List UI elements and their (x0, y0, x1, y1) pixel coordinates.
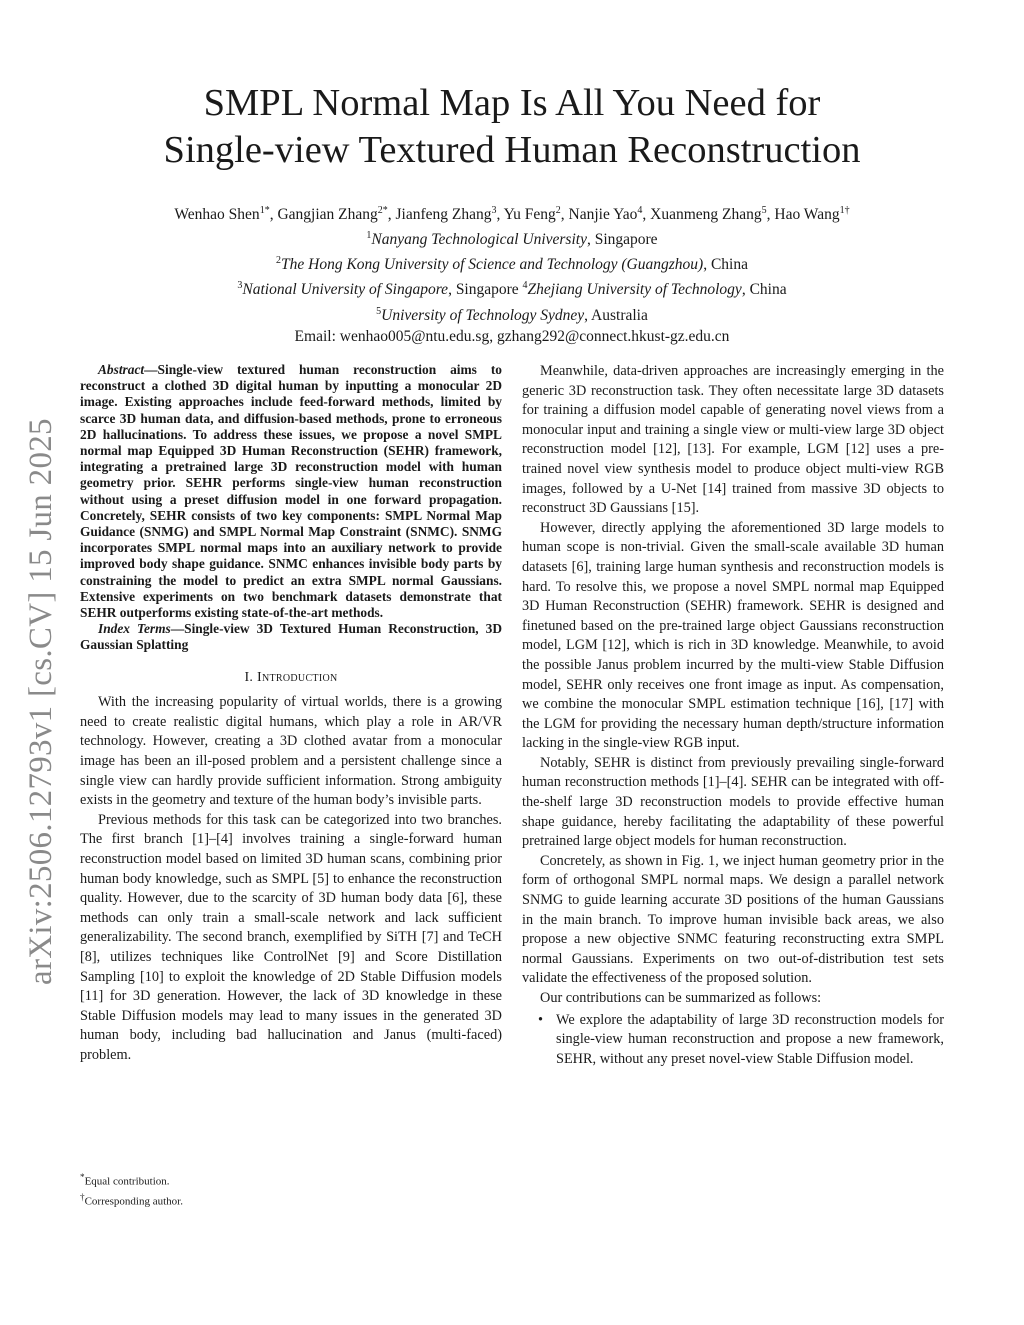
title-line-1: SMPL Normal Map Is All You Need for (203, 82, 821, 124)
author: Gangjian Zhang (277, 206, 378, 224)
contribution-list (522, 1011, 944, 1070)
section-heading-introduction (80, 668, 502, 688)
bullet-icon: • (538, 1011, 544, 1028)
index-terms (80, 621, 502, 653)
affiliation-location: , Singapore (586, 231, 658, 249)
affiliation-institution: Zhejiang University of Technology (527, 281, 742, 299)
author-mark: 2 (555, 205, 561, 216)
paper-title (80, 80, 944, 174)
abstract-text: —Single-view textured human reconstruction aims to reconstruct a clothed 3D digital human by inputting a monocular 2D image. Existing approaches include feed-forward methods, limited by scarce 3D human data, and diffusion-based methods, prone to erroneous 2D hallucinations. To address these issues, we propose a novel SMPL normal map Equipped 3D Human Reconstruction (SEHR) framework, integrating a pretrained large 3D reconstruction model with human geometry prior. SEHR performs single-view human reconstruction without using a preset diffusion model in one forward propagation. Concretely, SEHR consists of two key components: SMPL Normal Map Guidance (SNMG) and SMPL Normal Map Constraint (SNMC). SNMG incorporates SMPL normal maps into an auxiliary network to provide improved body shape guidance. SNMC enhances invisible body parts by constraining the model to predict an extra SMPL normal Gaussians. Extensive experiments on two benchmark datasets demonstrate that SEHR outperforms existing state-of-the-art methods. (80, 362, 502, 621)
paragraph: With the increasing popularity of virtual worlds, there is a growing need to create realistic digital humans, which play a role in AR/VR technology. However, creating a 3D clothed avatar from a monocular image has been an ill-posed problem and a persistent challenge since a single view can hardly provide sufficient information. Strong ambiguity exists in the geometry and texture of the human body’s invisible parts. (80, 694, 502, 809)
arxiv-identifier-stamp[interactable]: arXiv:2506.12793v1 [cs.CV] 15 Jun 2025 (23, 418, 59, 985)
footnote-text: Equal contribution. (84, 1175, 170, 1188)
paragraph: Concretely, as shown in Fig. 1, we inject human geometry prior in the form of orthogonal SMPL normal maps. We design a parallel network SNMG to guide learning accurate 3D positions of the human Gaussians in the main branch. To improve human invisible back areas, we also propose a new objective SNMC featuring reconstructing extra SMPL normal Gaussians. Experiments on two out-of-distribution test sets validate the effectiveness of the proposed solution. (522, 852, 944, 987)
author: Jianfeng Zhang (395, 206, 492, 224)
author: Hao Wang (774, 206, 840, 224)
affiliation-location: , China (703, 256, 748, 274)
author-mark: 5 (761, 205, 767, 216)
index-terms-label: Index Terms (98, 621, 171, 637)
author-mark: 2* (377, 205, 388, 216)
title-line-2: Single-view Textured Human Reconstruction (163, 129, 861, 171)
author: Wenhao Shen (174, 206, 260, 224)
paragraph: Our contributions can be summarized as follows: (540, 990, 822, 1006)
paragraph: Meanwhile, data-driven approaches are increasingly emerging in the generic 3D reconstruction task. They often necessitate large 3D datasets for training a diffusion model capable of generating novel views from a monocular input and training a single view or multi-view large 3D object reconstruction model [12], [13]. For example, LGM [12] uses a pre-trained novel view synthesis model to produce object multi-view RGB images, followed by a U-Net [14] trained from massive 3D objects to reconstruct 3D Gaussians [15]. (522, 363, 944, 517)
email-line[interactable]: Email: wenhao005@ntu.edu.sg, gzhang292@connect.hkust-gz.edu.cn (294, 327, 730, 345)
affiliation-mark: 2 (276, 255, 282, 267)
paragraph: However, directly applying the aforementioned 3D large models to human scope is non-trivial. Given the small-scale available 3D human datasets [6], training large human synthesis and reconstruction models is hard. To resolve this, we propose a novel SMPL normal map Equipped 3D Human Reconstruction (SEHR) framework. SEHR is designed and finetuned based on the pre-trained large object Gaussians reconstruction model, LGM [12], which is rich in 3D knowledge. Meanwhile, to avoid the possible Janus problem incurred by the multi-view Stable Diffusion model, SEHR only receives one front image as input. As compensation, we combine the monocular SMPL estimation technique [16], [17] with the LGM for providing the necessary human depth/structure information lacking in the single-view RGB input. (522, 519, 944, 752)
affiliation-mark: 4 (522, 280, 528, 292)
author-list: Wenhao Shen$^{1*}$, Gangjian Zhang$^{2*}$, Jianfeng Zhang$^3$, Yu Feng$^2$, Nanjie Yao$^4$, Xuanmeng Zhang$^5$, Hao Wang$^{1\dagger}$ (174, 205, 850, 224)
affiliation-institution: The Hong Kong University of Science and Technology (Guangzhou) (281, 256, 704, 274)
affiliation-5 (40, 301, 984, 326)
affiliation-mark: 3 (237, 280, 243, 292)
paragraph: Previous methods for this task can be categorized into two branches. The first branch [1]–[4] involves training a single-forward human reconstruction model based on limited 3D human scans, combining prior human body knowledge, such as SMPL [5] to enhance the reconstruction quality. However, due to the scarcity of 3D human body data [6], these methods can only train a small-scale network and lack sufficient generalizability. The second branch, exemplified by SiTH [7] and TeCH [8], utilizes techniques like ControlNet [9] and Score Distillation Sampling [10] to exploit the knowledge of 2D Stable Diffusion models [11] for 3D generation. However, the lack of 3D knowledge in these Stable Diffusion models may lead to many issues in the generated 3D human body, including bad hallucination and Janus (multi-faced) problem. (80, 811, 502, 1063)
author-mark: 1* (259, 205, 270, 216)
footnote-mark: † (80, 1191, 85, 1202)
affiliation-institution: Nanyang Technological University (371, 231, 587, 249)
author-block (40, 200, 984, 347)
footnote-corresponding-author (80, 1190, 380, 1210)
author-mark: 4 (637, 205, 643, 216)
author-mark: 3 (491, 205, 497, 216)
affiliation-institution: National University of Singapore (242, 281, 449, 299)
affiliation-1 (40, 225, 984, 250)
footnote-text: Corresponding author. (84, 1195, 183, 1208)
list-item-text: We explore the adaptability of large 3D reconstruction models for single-view human reconstruction and propose a new framework, SEHR, without any preset novel-view Stable Diffusion model. (556, 1011, 944, 1067)
footnotes (80, 1170, 380, 1209)
footnote-mark: * (80, 1172, 85, 1182)
affiliation-3-4 (40, 275, 984, 300)
affiliation-location: , Singapore (448, 281, 523, 299)
paragraph: Notably, SEHR is distinct from previously prevailing single-forward human reconstruction methods [1]–[4]. SEHR can be integrated with off-the-shelf large 3D reconstruction models to provide effective human shape guidance, hereby facilitating the adaptability of these powerful pretrained large object models for human reconstruction. (522, 754, 944, 850)
section-name: Introduction (257, 669, 338, 685)
affiliation-location: , Australia (584, 306, 648, 324)
affiliation-institution: University of Technology Sydney (381, 306, 585, 324)
author-mark: 1† (839, 205, 850, 216)
affiliation-location: , China (741, 281, 787, 299)
footnote-equal-contribution (80, 1170, 380, 1190)
affiliation-2 (40, 250, 984, 275)
abstract (80, 362, 502, 621)
right-column (522, 362, 944, 1069)
affiliation-mark: 5 (376, 305, 382, 317)
index-terms-text: —Single-view 3D Textured Human Reconstruction, 3D Gaussian Splatting (80, 621, 502, 653)
affiliation-mark: 1 (366, 230, 372, 242)
author: Nanjie Yao (568, 206, 638, 224)
list-item (538, 1011, 944, 1070)
author: Yu Feng (503, 206, 556, 224)
left-column (80, 362, 502, 1066)
abstract-label: Abstract (98, 362, 145, 377)
author: Xuanmeng Zhang (650, 206, 762, 224)
section-numeral: I. (244, 669, 258, 685)
